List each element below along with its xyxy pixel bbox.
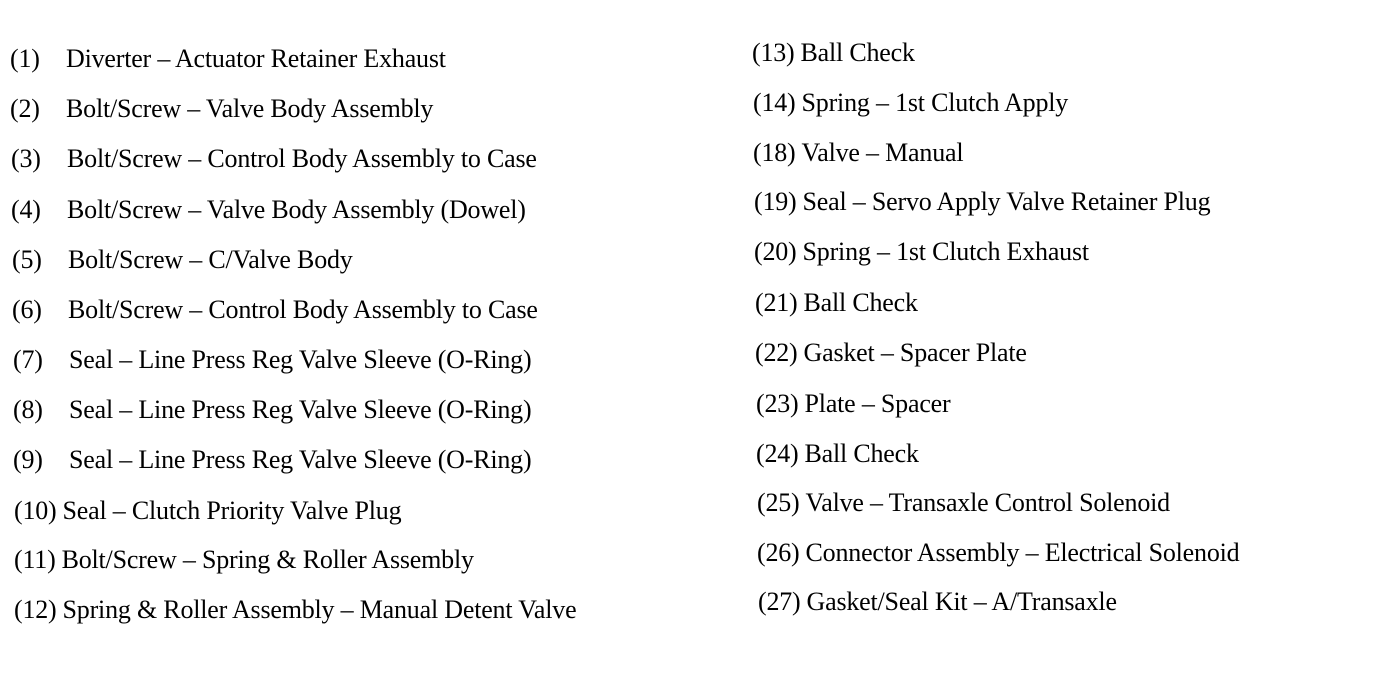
item-label: Ball Check [800,38,915,67]
item-number: (6) [12,295,42,324]
list-item [11,144,537,174]
list-item [13,445,531,475]
list-item [752,38,915,68]
item-label: Seal – Line Press Reg Valve Sleeve (O-Ring) [69,445,532,474]
item-number: (23) [756,389,799,418]
list-item [755,338,1027,368]
list-item [753,88,1068,118]
list-item [754,187,1210,217]
item-number: (10) [14,496,57,525]
item-label: Seal – Servo Apply Valve Retainer Plug [802,187,1211,216]
item-number: (24) [756,439,799,468]
item-label: Bolt/Screw – Control Body Assembly to Case [68,295,538,324]
item-label: Spring & Roller Assembly – Manual Detent Valve [62,595,577,624]
item-number: (1) [10,44,40,73]
item-number: (9) [13,445,43,474]
item-label: Connector Assembly – Electrical Solenoid [805,538,1240,567]
item-number: (7) [13,345,43,374]
list-item [756,389,950,419]
item-number: (20) [754,237,797,266]
item-label: Bolt/Screw – Valve Body Assembly (Dowel) [67,195,526,224]
list-item [13,345,531,375]
item-number: (27) [758,587,801,616]
item-number: (3) [11,144,41,173]
item-number: (14) [753,88,796,117]
item-number: (5) [12,245,42,274]
item-label: Bolt/Screw – C/Valve Body [68,245,353,274]
list-item [754,237,1089,267]
list-item [755,288,918,318]
list-item [13,395,531,425]
list-item [14,496,401,526]
item-label: Valve – Transaxle Control Solenoid [805,488,1170,517]
item-label: Diverter – Actuator Retainer Exhaust [66,44,446,73]
item-label: Seal – Clutch Priority Valve Plug [62,496,402,525]
item-number: (19) [754,187,797,216]
item-label: Ball Check [803,288,918,317]
item-number: (11) [14,545,56,574]
list-item [14,545,474,575]
item-label: Plate – Spacer [804,389,951,418]
item-number: (2) [10,94,40,123]
list-item [12,295,538,325]
item-label: Spring – 1st Clutch Apply [801,88,1069,117]
list-item [757,538,1239,568]
item-number: (26) [757,538,800,567]
item-number: (25) [757,488,800,517]
list-item [10,94,433,124]
item-label: Ball Check [804,439,919,468]
list-item [14,595,576,625]
item-number: (13) [752,38,795,67]
item-label: Bolt/Screw – Valve Body Assembly [66,94,434,123]
list-item [11,195,526,225]
item-label: Seal – Line Press Reg Valve Sleeve (O-Ring) [69,395,532,424]
list-item [753,138,963,168]
item-label: Bolt/Screw – Control Body Assembly to Case [67,144,537,173]
item-label: Valve – Manual [801,138,964,167]
list-item [758,587,1117,617]
list-item [757,488,1170,518]
item-number: (21) [755,288,798,317]
item-label: Gasket – Spacer Plate [803,338,1027,367]
item-number: (4) [11,195,41,224]
item-number: (18) [753,138,796,167]
list-item [756,439,919,469]
list-item [10,44,446,74]
item-label: Bolt/Screw – Spring & Roller Assembly [61,545,474,574]
item-number: (22) [755,338,798,367]
item-number: (8) [13,395,43,424]
item-label: Seal – Line Press Reg Valve Sleeve (O-Ring) [69,345,532,374]
item-label: Gasket/Seal Kit – A/Transaxle [806,587,1117,616]
list-item [12,245,353,275]
item-number: (12) [14,595,57,624]
item-label: Spring – 1st Clutch Exhaust [802,237,1089,266]
